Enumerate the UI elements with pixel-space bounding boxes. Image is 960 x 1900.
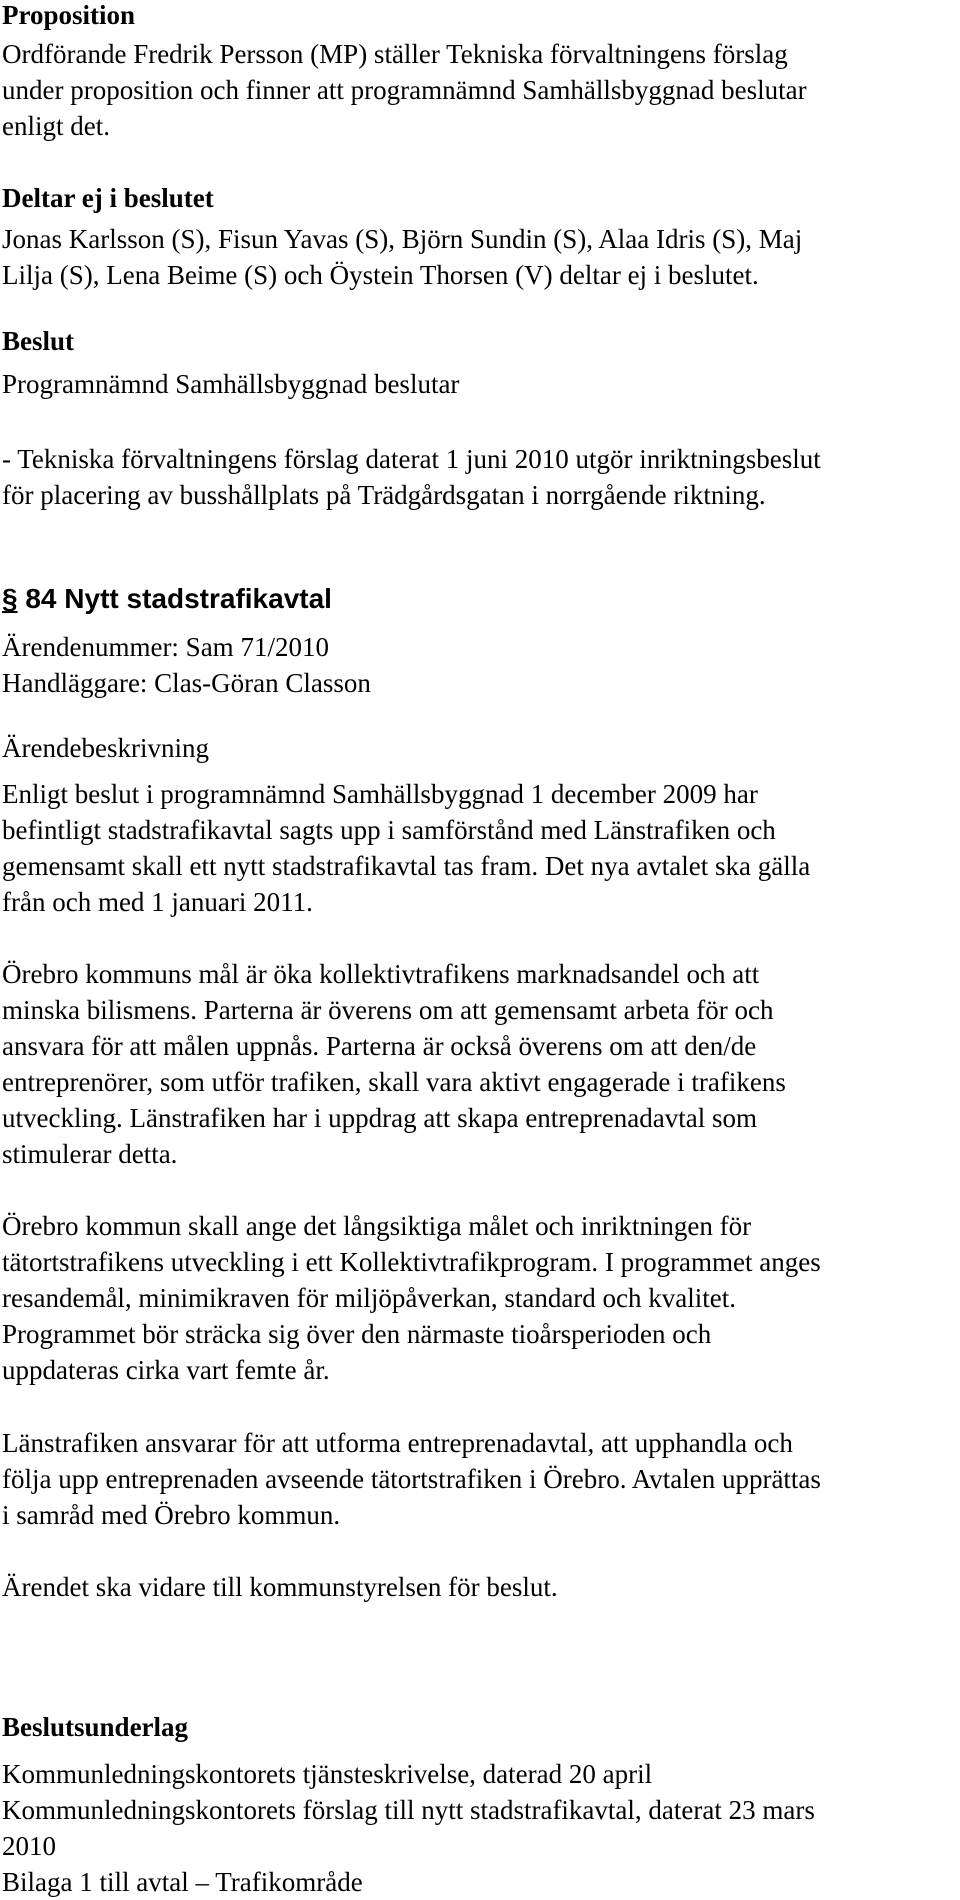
handlaggare: Handläggare: Clas-Göran Classon	[2, 668, 371, 698]
beslutsunderlag-item: 2010	[2, 1831, 56, 1861]
section-84-heading	[2, 580, 332, 618]
paragraph-line: följa upp entreprenaden avseende tätortstrafiken i Örebro. Avtalen upprättas	[2, 1464, 821, 1494]
paragraph-line: stimulerar detta.	[2, 1139, 178, 1169]
paragraph-line: Enligt beslut i programnämnd Samhällsbyggnad 1 december 2009 har	[2, 779, 758, 809]
arendenummer: Ärendenummer: Sam 71/2010	[2, 632, 329, 662]
proposition-line: under proposition och finner att programnämnd Samhällsbyggnad beslutar	[2, 75, 807, 105]
paragraph-line: Örebro kommuns mål är öka kollektivtrafikens marknadsandel och att	[2, 959, 760, 989]
paragraph-line: utveckling. Länstrafiken har i uppdrag att skapa entreprenadavtal som	[2, 1103, 757, 1133]
paragraph-line: befintligt stadstrafikavtal sagts upp i samförstånd med Länstrafiken och	[2, 815, 776, 845]
paragraph-line: i samråd med Örebro kommun.	[2, 1500, 341, 1530]
beslutsunderlag-heading: Beslutsunderlag	[2, 1712, 189, 1742]
paragraph-line: entreprenörer, som utför trafiken, skall vara aktivt engagerade i trafikens	[2, 1067, 786, 1097]
deltar-ej-line: Jonas Karlsson (S), Fisun Yavas (S), Björn Sundin (S), Alaa Idris (S), Maj	[2, 224, 803, 254]
section-84-title: 84 Nytt stadstrafikavtal	[17, 583, 332, 614]
deltar-ej-text	[2, 221, 802, 293]
proposition-text	[2, 36, 807, 144]
beslut-intro: Programnämnd Samhällsbyggnad beslutar	[2, 369, 460, 399]
paragraph-line: resandemål, minimikraven för miljöpåverkan, standard och kvalitet.	[2, 1283, 737, 1313]
section-sign: §	[2, 583, 18, 614]
paragraph-line: ansvara för att målen uppnås. Parterna är också överens om att den/de	[2, 1031, 757, 1061]
paragraph-line: från och med 1 januari 2011.	[2, 887, 313, 917]
beslut-text	[2, 441, 821, 513]
paragraph-line: Örebro kommun skall ange det långsiktiga målet och inriktningen för	[2, 1211, 752, 1241]
paragraph-line: Programmet bör sträcka sig över den närmaste tioårsperioden och	[2, 1319, 712, 1349]
deltar-ej-line: Lilja (S), Lena Beime (S) och Öystein Thorsen (V) deltar ej i beslutet.	[2, 260, 759, 290]
beslut-line: - Tekniska förvaltningens förslag daterat 1 juni 2010 utgör inriktningsbeslut	[2, 444, 821, 474]
beslut-heading: Beslut	[2, 326, 75, 356]
arendebeskrivning-heading: Ärendebeskrivning	[2, 733, 209, 763]
paragraph-line: gemensamt skall ett nytt stadstrafikavtal tas fram. Det nya avtalet ska gälla	[2, 851, 811, 881]
arendebeskrivning-paragraph-5: Ärendet ska vidare till kommunstyrelsen för beslut.	[2, 1572, 558, 1602]
proposition-line: enligt det.	[2, 111, 110, 141]
beslut-line: för placering av busshållplats på Trädgårdsgatan i norrgående riktning.	[2, 480, 766, 510]
arendebeskrivning-paragraph-1	[2, 776, 810, 920]
paragraph-line: Länstrafiken ansvarar för att utforma entreprenadavtal, att upphandla och	[2, 1428, 793, 1458]
beslutsunderlag-item: Bilaga 1 till avtal – Trafikområde	[2, 1867, 363, 1897]
beslutsunderlag-item: Kommunledningskontorets förslag till nytt stadstrafikavtal, daterat 23 mars	[2, 1795, 815, 1825]
arendebeskrivning-paragraph-3	[2, 1208, 821, 1388]
arendebeskrivning-paragraph-4	[2, 1425, 821, 1533]
paragraph-line: uppdateras cirka vart femte år.	[2, 1355, 330, 1385]
arendebeskrivning-paragraph-2	[2, 956, 786, 1172]
paragraph-line: minska bilismens. Parterna är överens om att gemensamt arbeta för och	[2, 995, 774, 1025]
proposition-line: Ordförande Fredrik Persson (MP) ställer Tekniska förvaltningens förslag	[2, 39, 788, 69]
beslutsunderlag-list	[2, 1756, 815, 1900]
beslutsunderlag-item: Kommunledningskontorets tjänsteskrivelse, daterad 20 april	[2, 1759, 653, 1789]
proposition-heading: Proposition	[2, 0, 136, 30]
paragraph-line: tätortstrafikens utveckling i ett Kollektivtrafikprogram. I programmet anges	[2, 1247, 821, 1277]
deltar-ej-heading: Deltar ej i beslutet	[2, 183, 214, 213]
